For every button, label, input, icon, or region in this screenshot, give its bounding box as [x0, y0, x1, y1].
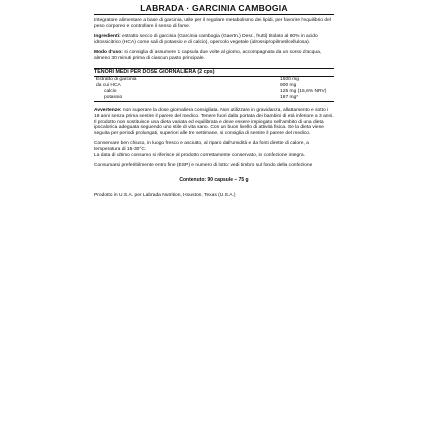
ingredients-section: [94, 34, 334, 45]
warnings-label: Avvertenze:: [94, 108, 122, 114]
content-label: Contenuto:: [179, 176, 207, 183]
row-label: da cui HCA: [96, 82, 121, 88]
product-title: LABRADA · GARCINIA CAMBOGIA: [140, 3, 288, 13]
expiry-text: La data di ultimo consumo si riferisce al prodotto correttamente conservato, in confezione integra.: [94, 152, 305, 158]
warnings-section: [94, 108, 334, 136]
nutrition-table: [94, 68, 334, 103]
content-value: 90 capsule – 75 g: [207, 176, 249, 183]
net-content: [94, 177, 334, 183]
row-value: 900 mg: [280, 82, 297, 88]
row-value: 1500 mg: [280, 76, 300, 82]
usage-text: si consiglia di assumere 1 capsula due volte al giorno, accompagnata da un sorso d'acqua, almeno 30 minuti prima di ciascun pasto principale.: [94, 50, 322, 61]
storage-text: Conservare ben chiuso, in luogo fresco e asciutto, al riparo dall'umidità e da fonti dirette di calore, a temperatura di 15-30°C.: [94, 141, 309, 152]
title-divider: [94, 14, 334, 15]
row-label: calcio: [104, 88, 117, 94]
producer-text: Prodotto in U.S.A. per Labrada Nutrition, Houston, Texas (U.S.A.): [94, 192, 236, 198]
warnings-text: non superare la dose giornaliera consigliata. Non utilizzare in gravidanza, allattamento e sotto i 18 anni senza prima sentire il parere del medico. Tenere fuori dalla portata dei bambini di età inferiore a 3 anni. Il prodotto non sostituisce una dieta variata ed equilibrata e deve essere impiegato nell'ambito di una dieta ipocalorica adeguata seguendo uno stile di vita sano. Con un buon livello di attività fisica. Se la dieta viene seguita per periodi prolungati, superiori alle tre settimane, si consiglia di sentire il parere del medico.: [94, 108, 334, 136]
nutrition-table-header: TENORI MEDI PER DOSE GIORNALIERA (2 cps): [94, 69, 334, 77]
usage-label: Modo d'uso:: [94, 50, 123, 56]
row-label: potassio: [104, 95, 123, 101]
product-description: Integratore alimentare a base di garcinia, utile per il regolare metabolismo dei lipidi, per favorire l'equilibrio del peso corporeo e controllare il senso di fame.: [94, 18, 331, 29]
ingredients-label: Ingredienti:: [94, 34, 121, 40]
row-value: 125 mg (15,6% NRV): [280, 88, 327, 94]
usage-section: [94, 50, 334, 61]
row-label: Estratto di garcinia: [96, 76, 137, 82]
ingredients-text: estratto secco di garcinia (Garcinia cambogia (Gaertn.) Desr., frutti) titolato al 60% in acido idrossicitrico (HCA) come sali di potassio e di calcio), opercolo vegetale (idrossipropilmetilcellulosa).: [94, 34, 318, 45]
supplement-label: [94, 3, 334, 419]
table-row: [94, 95, 334, 101]
best-before-text: Consumarsi preferibilmente entro fine (ESP) e numero di lotto: vedi timbro sul fondo della confezione: [94, 163, 313, 169]
row-value: 167 mg*: [280, 95, 299, 101]
